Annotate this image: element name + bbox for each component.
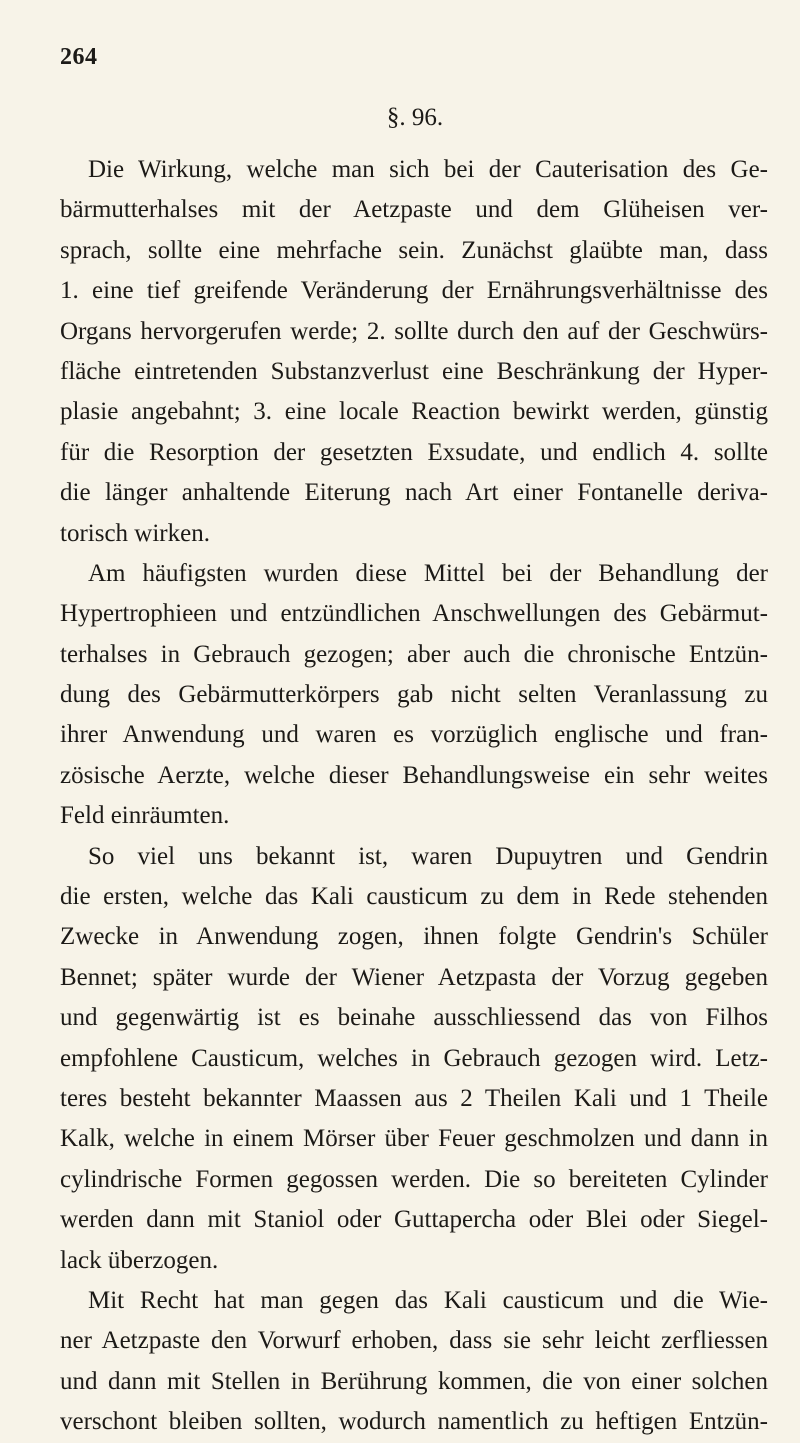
text-line: teres besteht bekannter Maassen aus 2 Theilen Kali und 1 Theile	[60, 1084, 768, 1112]
text-line: die ersten, welche das Kali causticum zu dem in Rede stehenden	[60, 883, 768, 911]
text-line: Mit Recht hat man gegen das Kali causticum und die Wie-	[88, 1286, 768, 1314]
text-line: cylindrische Formen gegossen werden. Die so bereiteten Cylinder	[60, 1165, 768, 1193]
text-line: Hypertrophieen und entzündlichen Anschwellungen des Gebärmut-	[60, 600, 768, 628]
page-number: 264	[60, 44, 98, 70]
text-line: torisch wirken.	[60, 519, 210, 547]
text-line: verschont bleiben sollten, wodurch namentlich zu heftigen Entzün-	[60, 1408, 768, 1436]
text-line: ner Aetzpaste den Vorwurf erhoben, dass sie sehr leicht zerfliessen	[60, 1327, 768, 1355]
text-line: Kalk, welche in einem Mörser über Feuer geschmolzen und dann in	[60, 1125, 768, 1153]
text-line: lack überzogen.	[60, 1246, 219, 1274]
text-line: Die Wirkung, welche man sich bei der Cauterisation des Ge-	[88, 156, 768, 183]
text-line: und gegenwärtig ist es beinahe ausschliessend das von Filhos	[60, 1004, 768, 1032]
text-line: werden dann mit Staniol oder Guttapercha oder Blei oder Siegel-	[60, 1206, 768, 1234]
text-line: plasie angebahnt; 3. eine locale Reaction bewirkt werden, günstig	[60, 398, 768, 426]
text-line: Zwecke in Anwendung zogen, ihnen folgte Gendrin's Schüler	[60, 923, 768, 951]
text-line: fläche eintretenden Substanzverlust eine Beschränkung der Hyper-	[60, 357, 768, 385]
text-line: Feld einräumten.	[60, 802, 230, 830]
text-line: für die Resorption der gesetzten Exsudate, und endlich 4. sollte	[60, 438, 768, 466]
text-line: Organs hervorgerufen werde; 2. sollte durch den auf der Geschwürs-	[60, 317, 768, 345]
text-line: ihrer Anwendung und waren es vorzüglich englische und fran-	[60, 721, 768, 749]
text-line: Am häufigsten wurden diese Mittel bei der Behandlung der	[88, 559, 768, 587]
body-text	[60, 150, 768, 1443]
text-line: die länger anhaltende Eiterung nach Art einer Fontanelle deriva-	[60, 479, 768, 507]
text-line: 1. eine tief greifende Veränderung der Ernährungsverhältnisse des	[60, 277, 768, 305]
text-line: terhalses in Gebrauch gezogen; aber auch die chronische Entzün-	[60, 640, 768, 668]
text-line: Bennet; später wurde der Wiener Aetzpasta der Vorzug gegeben	[60, 963, 768, 991]
text-line: dung des Gebärmutterkörpers gab nicht selten Veranlassung zu	[60, 681, 768, 709]
text-line: empfohlene Causticum, welches in Gebrauch gezogen wird. Letz-	[60, 1044, 768, 1072]
text-line: zösische Aerzte, welche dieser Behandlungsweise ein sehr weites	[60, 761, 768, 789]
text-line: sprach, sollte eine mehrfache sein. Zunächst glaübte man, dass	[60, 236, 768, 264]
text-line: So viel uns bekannt ist, waren Dupuytren und Gendrin	[88, 842, 768, 870]
text-line: und dann mit Stellen in Berührung kommen, die von einer solchen	[60, 1367, 768, 1395]
section-heading: §. 96.	[386, 104, 444, 131]
text-line: bärmutterhalses mit der Aetzpaste und dem Glüheisen ver-	[60, 196, 768, 224]
